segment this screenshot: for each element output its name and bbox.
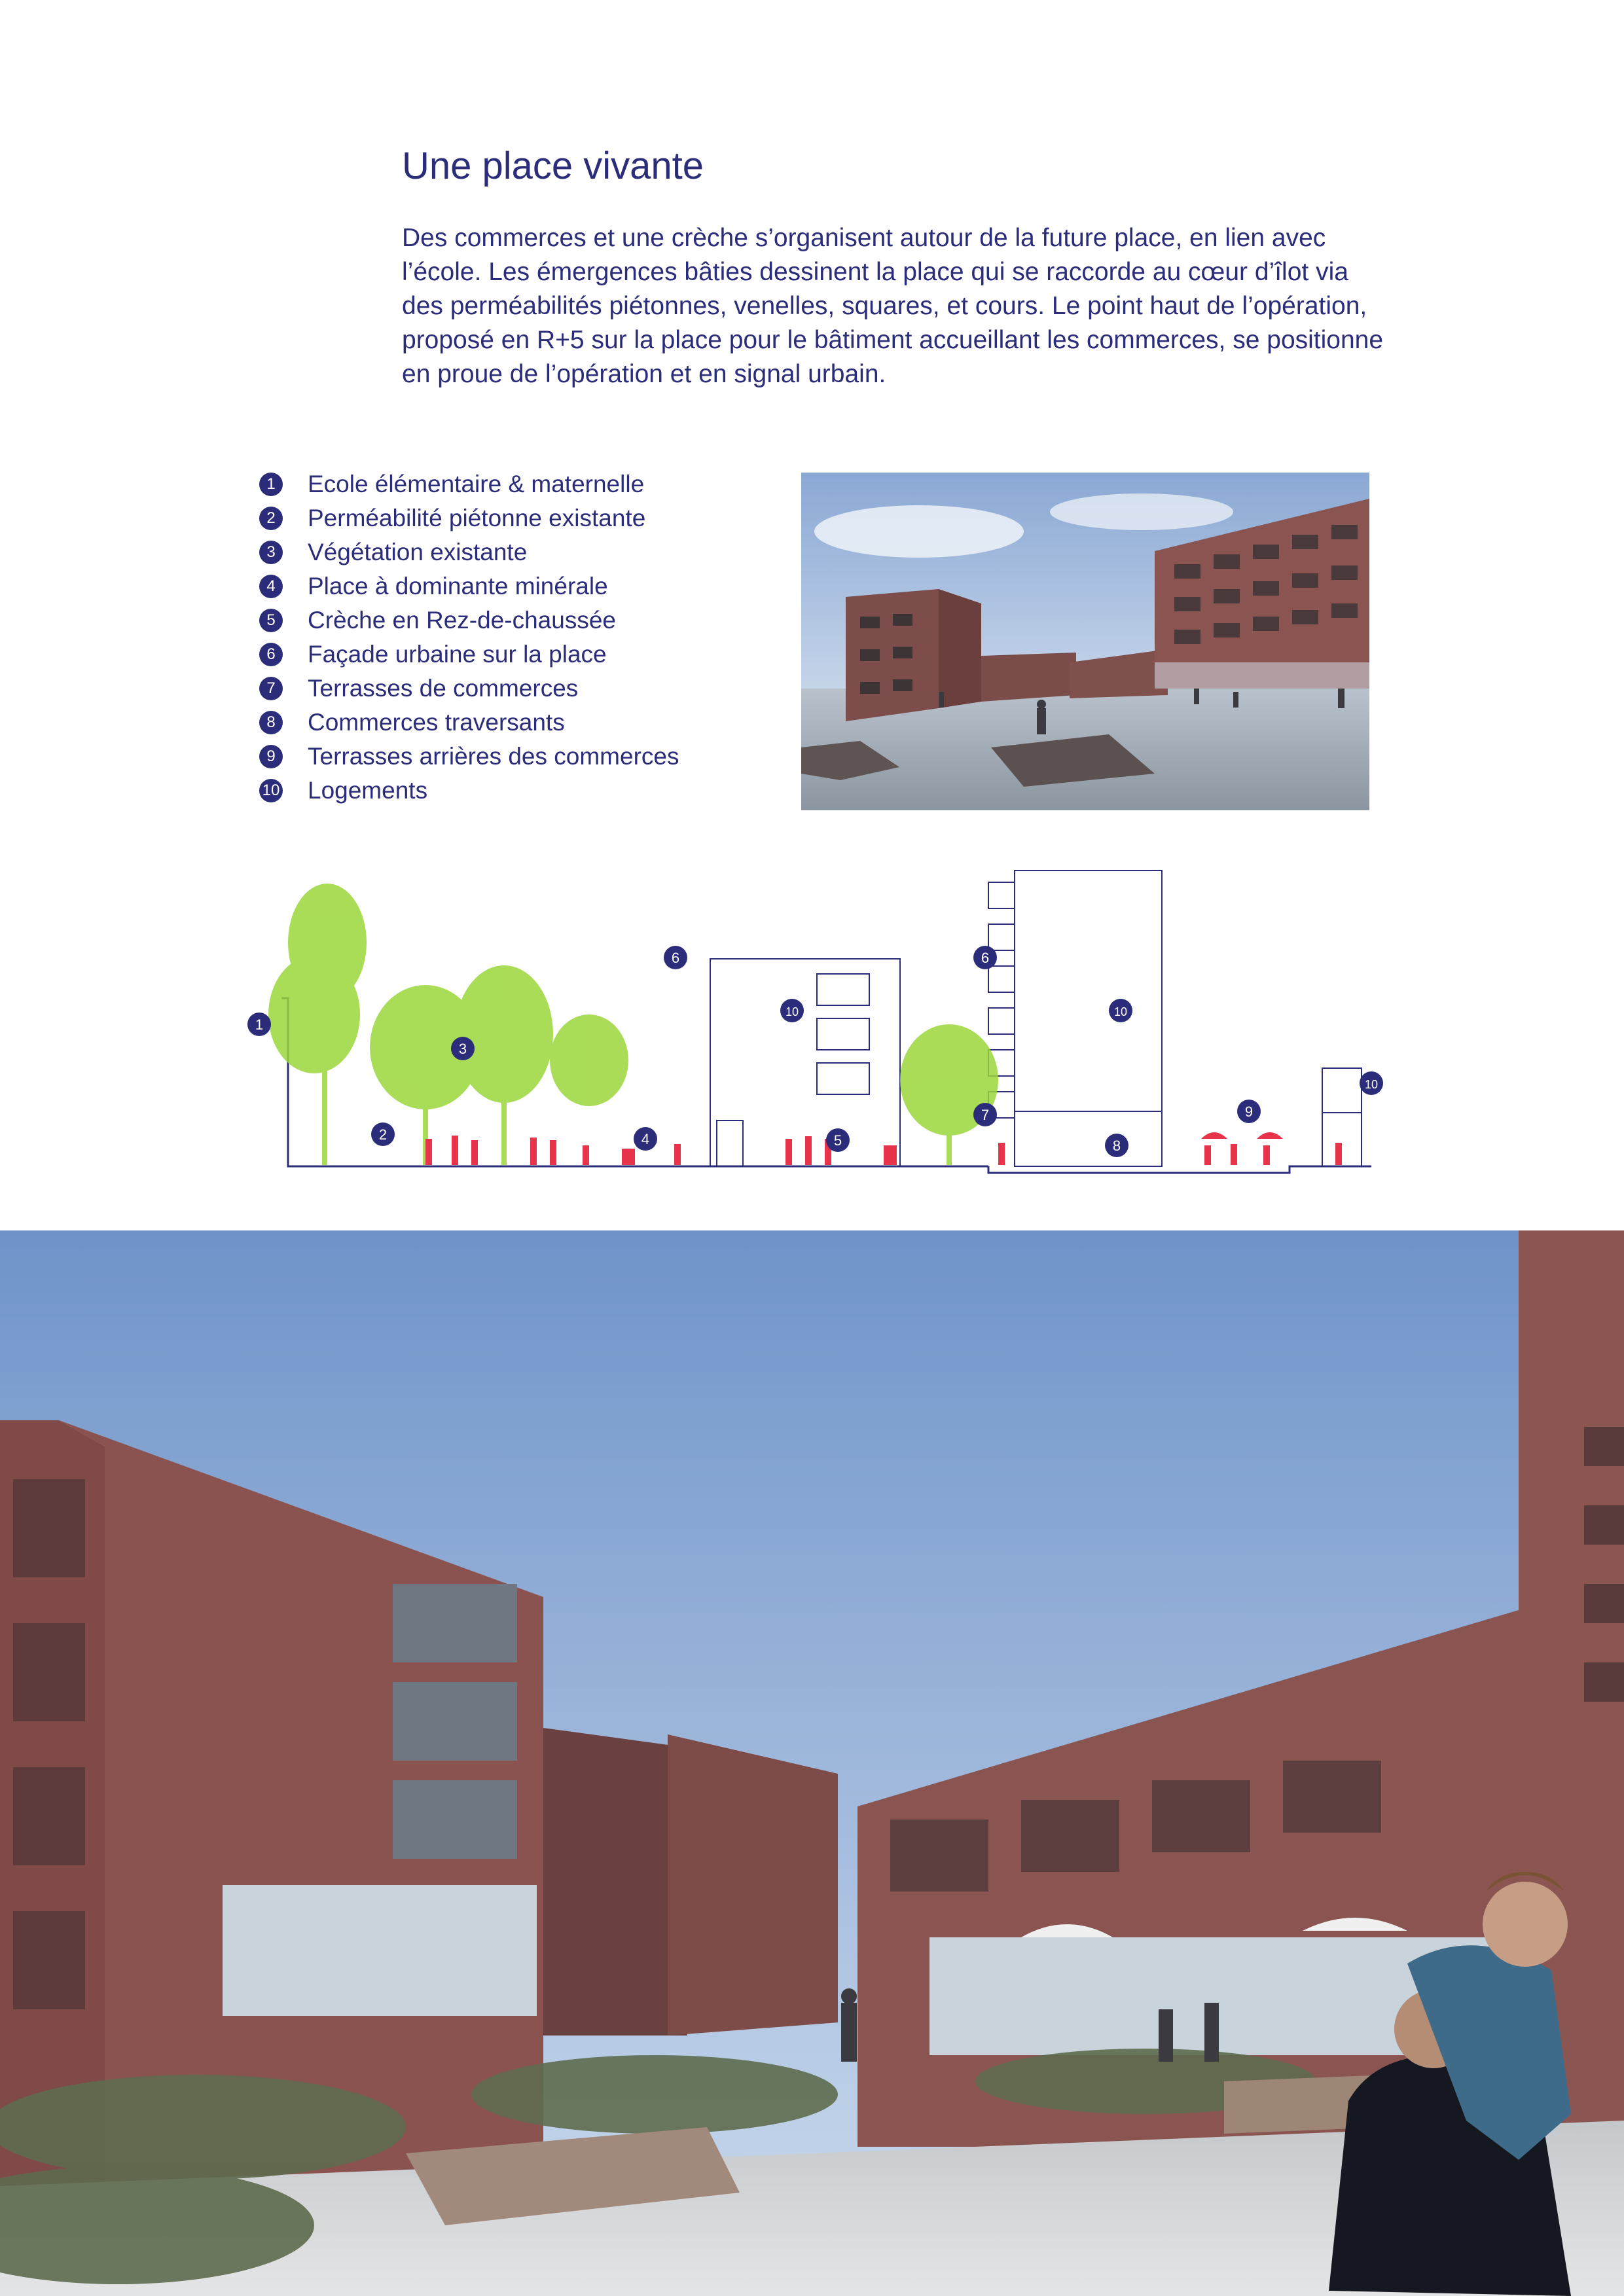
legend-label: Place à dominante minérale (308, 573, 608, 600)
legend-label: Végétation existante (308, 539, 528, 565)
legend-label: Commerces traversants (308, 709, 565, 736)
legend-label: Terrasses de commerces (308, 675, 579, 702)
legend-item (259, 501, 679, 535)
section-marker: 9 (1244, 1103, 1254, 1120)
legend-item (259, 535, 679, 569)
section-marker: 10 (1364, 1078, 1379, 1091)
section-marker: 6 (981, 950, 990, 966)
section-marker: 10 (785, 1005, 799, 1018)
legend-number: 3 (259, 541, 283, 564)
legend-item (259, 569, 679, 603)
legend-number: 2 (259, 507, 283, 530)
legend-item (259, 467, 679, 501)
legend-item (259, 603, 679, 637)
legend-label: Logements (308, 777, 428, 804)
legend-list (259, 467, 679, 808)
legend-item (259, 706, 679, 740)
section-marker: 3 (458, 1041, 467, 1057)
legend-label: Crèche en Rez-de-chaussée (308, 607, 616, 634)
section-marker: 7 (981, 1107, 990, 1123)
legend-number: 5 (259, 609, 283, 632)
legend-number: 1 (259, 473, 283, 496)
section-marker: 1 (255, 1016, 264, 1033)
page-title: Une place vivante (402, 145, 704, 187)
legend-label: Perméabilité piétonne existante (308, 505, 646, 531)
legend-item (259, 740, 679, 774)
section-marker: 6 (671, 950, 680, 966)
legend-label: Terrasses arrières des commerces (308, 743, 679, 770)
legend-label: Façade urbaine sur la place (308, 641, 607, 668)
square-render-image (801, 473, 1369, 810)
section-marker: 8 (1112, 1138, 1121, 1154)
legend-number: 7 (259, 677, 283, 700)
section-marker: 2 (378, 1126, 388, 1143)
legend-item (259, 637, 679, 672)
intro-paragraph: Des commerces et une crèche s’organisent autour de la future place, en lien avec l’école. Les émergences bâties dessinent la place qui se raccorde au cœur d’îlot via des perméabilités piétonnes, venelles, squares, et cours. Le point haut de l’opération, proposé en R+5 sur la place pour le bâtiment accueillant les commerces, se positionne en proue de l’opération et en signal urbain. (402, 224, 1384, 388)
legend-number: 6 (259, 643, 283, 666)
section-drawing (236, 857, 1394, 1178)
section-marker: 10 (1113, 1005, 1128, 1018)
legend-number: 10 (259, 779, 283, 802)
section-marker: 4 (641, 1131, 650, 1147)
legend-number: 4 (259, 575, 283, 598)
hero-render-image (0, 1230, 1624, 2296)
legend-item (259, 774, 679, 808)
legend-number: 9 (259, 745, 283, 768)
legend-number: 8 (259, 711, 283, 734)
legend-item (259, 672, 679, 706)
section-marker: 5 (833, 1132, 842, 1149)
legend-label: Ecole élémentaire & maternelle (308, 471, 645, 497)
